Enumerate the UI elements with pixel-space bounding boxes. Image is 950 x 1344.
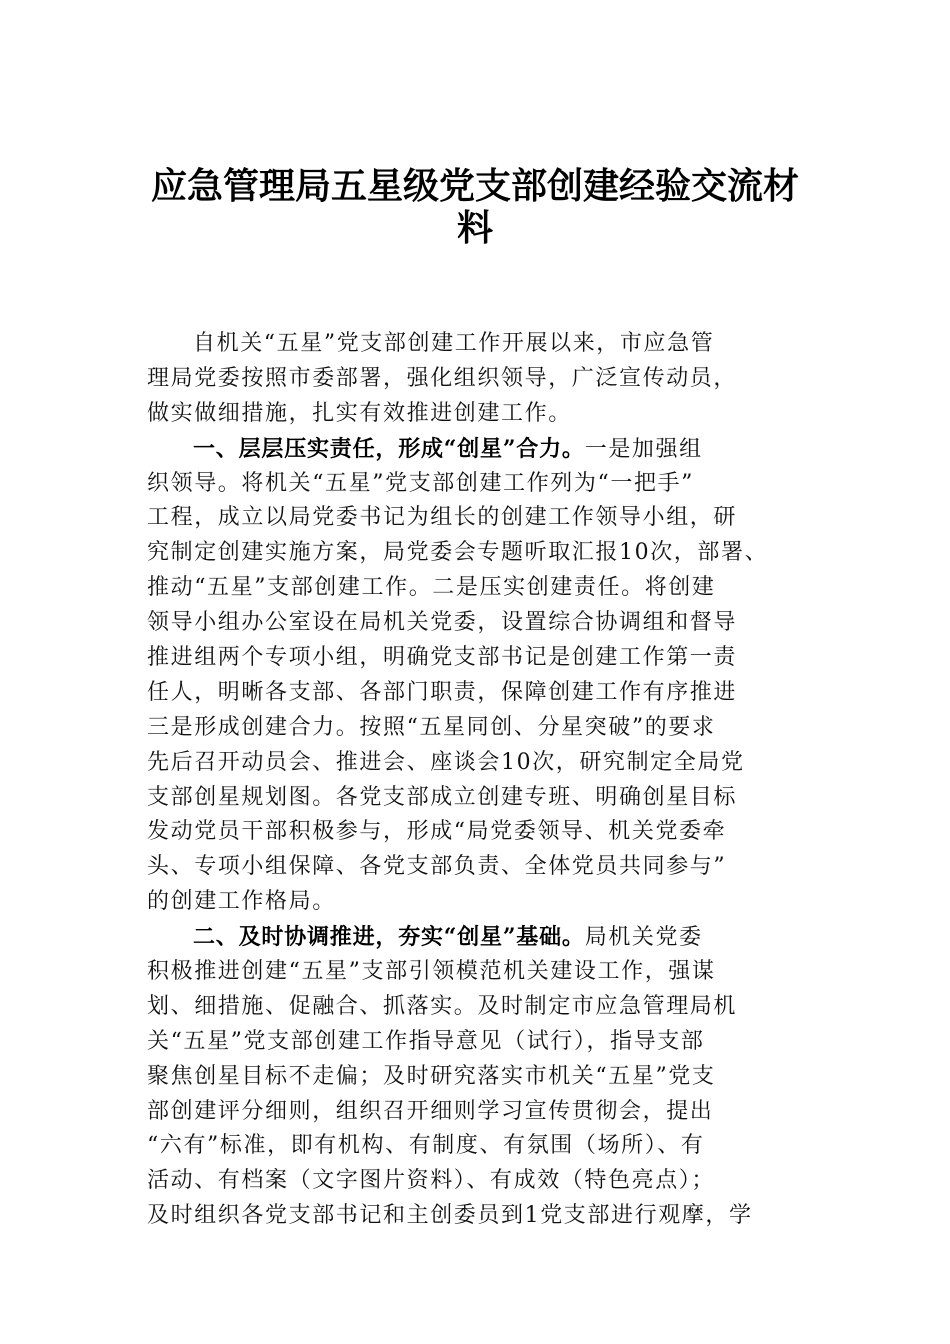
body-text-run: 理局党委按照市委部署，强化组织领导，广泛宣传动员， [147, 365, 738, 391]
body-text-run: “六有”标准，即有机构、有制度、有氛围（场所）、有 [147, 1133, 705, 1159]
body-line [147, 746, 807, 781]
body-line [147, 641, 807, 676]
body-text-run: 织领导。将机关“五星”党支部创建工作列为“一把手” [147, 470, 694, 496]
body-text-run: 三是形成创建合力。按照“五星同创、分星突破”的要求 [147, 714, 716, 740]
body-line [147, 1095, 807, 1130]
body-line [147, 467, 807, 502]
body-line [147, 397, 807, 432]
body-line [147, 1164, 807, 1199]
section-heading: 一、层层压实责任，形成“创星”合力。 [193, 435, 585, 462]
body-text-run: 活动、有档案（文字图片资料）、有成效（特色亮点）； [147, 1168, 716, 1194]
body-line [147, 955, 807, 990]
body-text-run: 自机关“五星”党支部创建工作开展以来，市应急管 [193, 331, 715, 356]
body-text-run: 支部创星规划图。各党支部成立创建专班、明确创星目标 [147, 784, 738, 810]
body-text-run: 推动“五星”支部创建工作。二是压实创建责任。将创建 [147, 575, 716, 601]
body-line [147, 536, 807, 571]
document-title-line-1: 应急管理局五星级党支部创建经验交流材 [150, 166, 799, 206]
body-text-run: 工程，成立以局党委书记为组长的创建工作领导小组，研 [147, 505, 738, 531]
body-line [147, 501, 807, 536]
body-line [147, 1060, 807, 1095]
body-text-run: 任人，明晰各支部、各部门职责，保障创建工作有序推进 [147, 679, 738, 705]
body-line [147, 711, 807, 746]
body-text-run: 发动党员干部积极参与，形成“局党委领导、机关党委牵 [147, 819, 727, 845]
document-title-line-2: 料 [456, 208, 493, 248]
body-line [147, 850, 807, 885]
body-line [147, 432, 807, 467]
body-text-run: 一是加强组 [584, 436, 703, 462]
body-text-run: 关“五星”党支部创建工作指导意见（试行），指导支部 [147, 1028, 705, 1054]
body-line [147, 1199, 807, 1234]
body-text-run: 先后召开动员会、推进会、座谈会10次，研究制定全局党 [147, 749, 745, 775]
body-line [147, 327, 807, 362]
body-text-run: 部创建评分细则，组织召开细则学习宣传贯彻会，提出 [147, 1098, 714, 1124]
body-line [147, 990, 807, 1025]
body-text-run: 局机关党委 [584, 925, 703, 951]
body-line [147, 920, 807, 955]
body-line [147, 885, 807, 920]
body-text-run: 做实做细措施，扎实有效推进创建工作。 [147, 400, 572, 426]
body-text-run: 领导小组办公室设在局机关党委，设置综合协调组和督导 [147, 610, 738, 636]
body-text-run: 划、细措施、促融合、抓落实。及时制定市应急管理局机 [147, 993, 738, 1019]
body-text-run: 推进组两个专项小组，明确党支部书记是创建工作第一责 [147, 645, 738, 671]
body-line [147, 1129, 807, 1164]
body-text-run: 及时组织各党支部书记和主创委员到1党支部进行观摩，学 [147, 1203, 753, 1229]
body-line [147, 1025, 807, 1060]
body-line [147, 815, 807, 850]
body-line [147, 606, 807, 641]
body-text-run: 的创建工作格局。 [147, 889, 336, 915]
body-line [147, 571, 807, 606]
body-text-run: 究制定创建实施方案，局党委会专题听取汇报10次，部署、 [147, 540, 769, 566]
body-text-run: 头、专项小组保障、各党支部负责、全体党员共同参与” [147, 854, 727, 880]
body-line [147, 362, 807, 397]
document-body [147, 327, 807, 1234]
body-text-run: 聚焦创星目标不走偏；及时研究落实市机关“五星”党支 [147, 1063, 716, 1089]
body-text-run: 积极推进创建“五星”支部引领模范机关建设工作，强谋 [147, 959, 716, 985]
body-line [147, 676, 807, 711]
body-line [147, 781, 807, 816]
section-heading: 二、及时协调推进，夯实“创星”基础。 [193, 924, 585, 951]
